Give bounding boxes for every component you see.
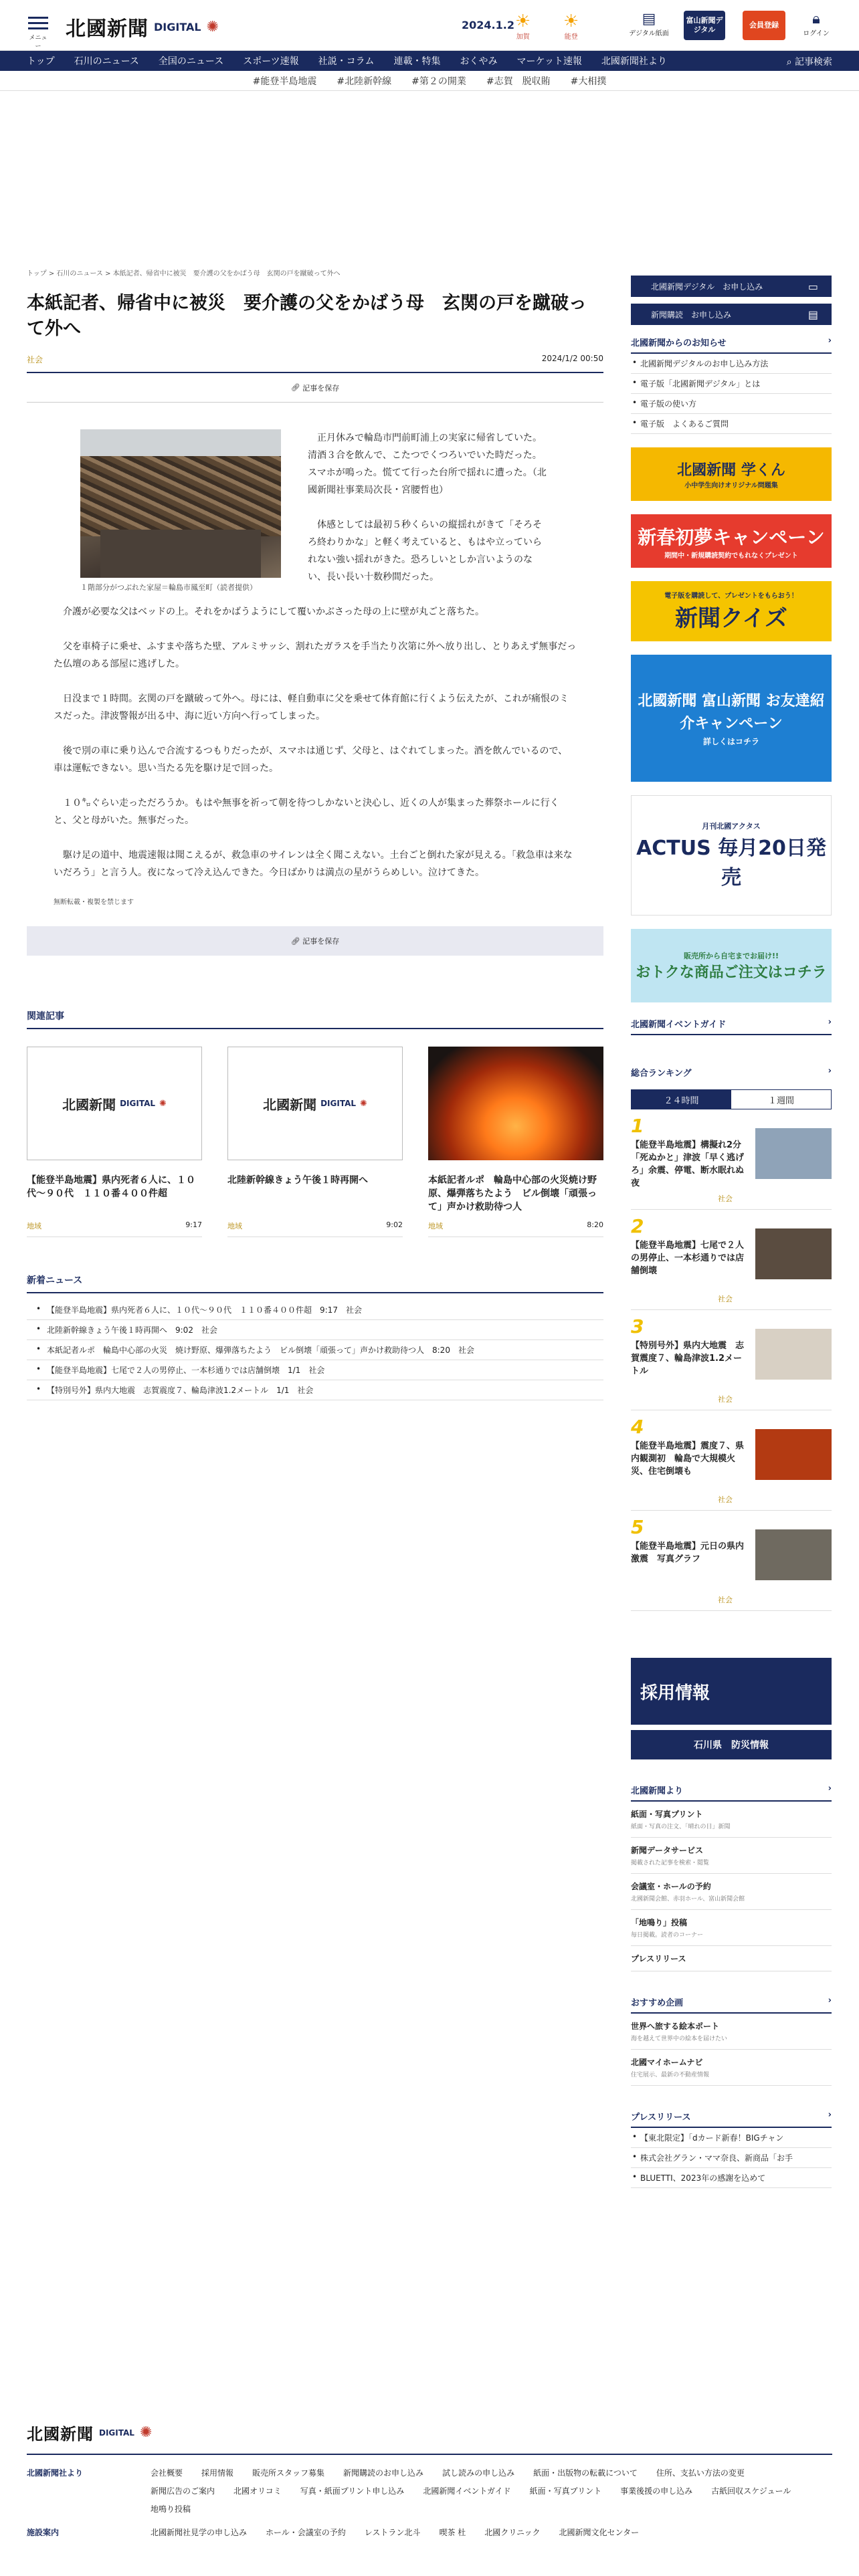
footer-link[interactable]: レストラン北斗 — [364, 2528, 421, 2537]
banner-manabu[interactable]: 北國新聞 学くん 小中学生向けオリジナル問題集 — [631, 447, 832, 501]
nav-item[interactable]: スポーツ速報 — [243, 56, 299, 67]
paragraph: 体感としては最初５秒くらいの縦揺れがきて「そろそろ終わりかな」と軽く考えていると、もはや立っていられない強い揺れがきた。恐ろしいとしか言いようのない、長い長い十数秒間だった。 — [308, 520, 542, 582]
footer-link[interactable]: 北國クリニック — [484, 2528, 541, 2537]
rank-category: 社会 — [718, 1495, 733, 1504]
related-category: 地域 — [27, 1222, 41, 1230]
paragraph: 父を車椅子に乗せ、ふすまや落ちた壁、アルミサッシ、割れたガラスを手当たり次第に外へ放り出し、とりあえず無事だった仏壇のある部屋に逃げした。 — [54, 641, 577, 669]
site-header — [0, 0, 859, 51]
newspaper-icon: ▤ — [642, 11, 656, 27]
chevron-right-icon: › — [828, 1996, 832, 2006]
fire-photo — [428, 1047, 603, 1160]
ranking-item[interactable] — [631, 1210, 832, 1310]
newspaper-icon: ▤ — [807, 308, 818, 321]
ranking-tabs — [631, 1089, 832, 1109]
tab-1week[interactable]: １週間 — [767, 1095, 794, 1106]
from-item[interactable]: 新聞データサービス 掲載された記事を検索・閲覧 — [631, 1838, 832, 1874]
rank-number: 4 — [631, 1416, 644, 1438]
nav-item[interactable]: 全国のニュース — [158, 56, 224, 67]
save-article-button-bottom[interactable] — [27, 926, 603, 956]
paragraph: 正月休みで輪島市門前町浦上の実家に帰省していた。清酒３合を飲んで、こたつでくつろいでいた時だった。スマホが鳴った。慌てて行った台所で揺れに遭った。（北國新聞社事業局次長・宮腰哲也） — [308, 433, 547, 496]
photo-caption: １階部分がつぶれた家屋＝輪島市鳳至町（読者提供） — [80, 583, 257, 592]
footer-link[interactable]: 採用情報 — [201, 2468, 234, 2478]
ranking-item[interactable] — [631, 1109, 832, 1210]
rank-number: 1 — [631, 1115, 644, 1137]
chevron-right-icon: › — [828, 336, 832, 346]
ranking-item[interactable] — [631, 1310, 832, 1410]
banner-order-goods[interactable]: 販売所から自宅までお届け!! おトクな商品ご注文はコチラ — [631, 929, 832, 1002]
article-figure — [80, 429, 281, 593]
related-category: 地域 — [227, 1222, 242, 1230]
weather-kaga[interactable] — [515, 12, 531, 41]
digital-apply-button[interactable]: 北國新聞デジタル お申し込み ▭ — [631, 276, 832, 297]
hashtag-link[interactable]: #大相撲 — [570, 76, 607, 87]
header-date: 2024.1.2 — [462, 19, 514, 31]
lock-icon: 🔒︎ — [812, 11, 820, 27]
subscribe-button[interactable]: 富山新聞デジタル — [684, 11, 725, 40]
clip-icon: 🔗︎ — [290, 383, 303, 392]
rank-title: 【能登半島地震】元日の県内激震 写真グラフ — [631, 1541, 745, 1564]
hashtag-link[interactable]: #第２の開業 — [411, 76, 466, 87]
banner-recruit[interactable]: 採用情報 — [631, 1658, 832, 1725]
from-item[interactable]: 会議室・ホールの予約 北國新聞会館、赤羽ホール、富山新聞会館 — [631, 1874, 832, 1910]
copyright-note: 無断転載・複製を禁じます — [54, 899, 134, 906]
article-meta — [27, 354, 603, 373]
logo-mark-icon: ✺ — [360, 1098, 367, 1109]
banner-actus[interactable]: 月刊北國アクタス ACTUS 毎月20日発売 — [631, 795, 832, 916]
nav-item[interactable]: トップ — [27, 56, 55, 67]
banner-friend-referral[interactable]: 北國新聞 富山新聞 お友達紹介キャンペーン 詳しくはコチラ — [631, 655, 832, 782]
banner-new-year-campaign[interactable]: 新春初夢キャンペーン 期間中・新規購読契約でもれなくプレゼント — [631, 514, 832, 568]
member-register-button[interactable]: 会員登録 — [743, 11, 785, 40]
rank-title: 【能登半島地震】七尾で２人の男停止、一本杉通りでは店舗倒壊 — [631, 1241, 745, 1276]
paragraph: 日没まで１時間。玄関の戸を蹴破って外へ。母には、軽自動車に父を乗せて体育館に行くよう伝えたが、これが痛恨のミスだった。津波警報が出る中、海に近い方向へ行ってしまった。 — [54, 693, 569, 722]
footer-link[interactable]: 新聞広告のご案内 — [151, 2486, 215, 2496]
related-time: 8:20 — [587, 1220, 603, 1229]
footer-link[interactable]: 古紙回収スケジュール — [711, 2486, 791, 2496]
digital-paper-link[interactable] — [626, 11, 672, 37]
sun-cloud-icon: ☀ — [563, 11, 579, 31]
chevron-right-icon: › — [828, 1784, 832, 1794]
chevron-right-icon: › — [828, 1017, 832, 1027]
weather-noto[interactable] — [563, 12, 579, 41]
nav-item[interactable]: マーケット速報 — [516, 56, 582, 67]
rank-category: 社会 — [718, 1194, 733, 1203]
footer-row-label: 北國新聞社より — [27, 2468, 84, 2478]
logo-kanji: 北國新聞 — [27, 2424, 94, 2444]
breadcrumb[interactable]: トップ > 石川のニュース > 本紙記者、帰省中に被災 要介護の父をかばう母 玄関の戸を蹴破って外へ — [27, 270, 341, 278]
main-nav — [0, 51, 859, 71]
logo-digital: DIGITAL — [154, 20, 201, 33]
recommend-item[interactable]: 世界へ旅する絵本ポート 海を越えて世界中の絵本を届けたい — [631, 2014, 832, 2050]
article-title: 本紙記者、帰省中に被災 要介護の父をかばう母 玄関の戸を蹴破って外へ — [27, 293, 587, 339]
subscription-apply-button[interactable]: 新聞購読 お申し込み ▤ — [631, 304, 832, 325]
digital-paper-label: デジタル紙面 — [629, 30, 669, 37]
rank-number: 5 — [631, 1516, 644, 1538]
footer-link[interactable]: 喫茶 杜 — [439, 2528, 466, 2537]
footer-link[interactable]: 住所、支払い方法の変更 — [656, 2468, 745, 2478]
device-icon: ▭ — [807, 280, 818, 293]
article-datetime: 2024/1/2 00:50 — [541, 354, 603, 363]
nav-item[interactable]: 石川のニュース — [74, 56, 139, 67]
footer-link[interactable]: 北國新聞イベントガイド — [423, 2486, 511, 2496]
paragraph: １０㌔ぐらい走っただろうか。もはや無事を祈って朝を待つしかないと決心し、近くの人が集まった葬祭ホールに行くと、父と母がいた。無事だった。 — [54, 798, 559, 826]
nav-item[interactable]: 社説・コラム — [318, 56, 375, 67]
hashtag-link[interactable]: #志賀 脱収賄 — [486, 76, 551, 87]
hashtag-link[interactable]: #北陸新幹線 — [337, 76, 392, 87]
paragraph: 介護が必要な父はベッドの上。それをかばうようにして覆いかぶさった母の上に壁が丸ごと落ちた。 — [63, 607, 484, 617]
related-title: 【能登半島地震】県内死者６人に、１０代〜９０代 １１０番４００件超 — [27, 1175, 195, 1199]
footer-link[interactable]: 新聞購読のお申し込み — [343, 2468, 424, 2478]
press-item[interactable]: • BLUETTI、2023年の感謝を込めて — [631, 2168, 832, 2188]
hashtag-link[interactable]: #能登半島地震 — [252, 76, 317, 87]
banner-disaster-info[interactable]: 石川県 防災情報 — [631, 1730, 832, 1759]
notice-item[interactable]: • 電子版 よくあるご質問 — [631, 414, 832, 434]
news-item[interactable]: • 【能登半島地震】県内死者６人に、１０代〜９０代 １１０番４００件超 9:17 社会 — [27, 1300, 603, 1320]
login-label: ログイン — [803, 30, 830, 37]
save-label: 記事を保存 — [302, 937, 340, 946]
rank-title: 【能登半島地震】震度７、県内観測初 輪島で大規模火災、住宅倒壊も — [631, 1441, 745, 1477]
banner-newspaper-quiz[interactable]: 電子版を購読して、プレゼントをもらおう！ 新聞クイズ — [631, 581, 832, 641]
chevron-right-icon: › — [828, 2110, 832, 2120]
article-column — [27, 267, 603, 1400]
footer-link[interactable]: 北國新聞社見学の申し込み — [151, 2528, 248, 2537]
footer-row-label: 施設案内 — [27, 2528, 60, 2537]
rank-title: 【能登半島地震】構擬れ2分「死ぬかと」津波「早く逃げろ」余震、停電、断水眠れぬ夜 — [631, 1140, 745, 1188]
paragraph: 後で別の車に乗り込んで合流するつもりだったが、スマホは通じず、父母と、はぐれてしまった。酒を飲んでいるので、車は運転できない。思い当たる先を駆け足で回った。 — [54, 746, 568, 774]
news-item[interactable]: • 本紙記者ルポ 輪島中心部の火災 焼け野原、爆弾落ちたよう ビル倒壊「頑張って」声かけ救助待つ人 8:20 社会 — [27, 1340, 603, 1360]
recommend-heading[interactable]: おすすめ企画 › — [631, 1992, 832, 2014]
search-label: 記事検索 — [795, 57, 832, 68]
related-time: 9:02 — [386, 1220, 403, 1229]
footer-link[interactable]: 北國オリコミ — [233, 2486, 282, 2496]
sidebar — [631, 276, 832, 2188]
weather-label: 能登 — [564, 33, 578, 41]
footer-logo[interactable] — [27, 2421, 832, 2444]
latest-news-section — [27, 1273, 603, 1400]
related-category: 地域 — [428, 1222, 443, 1230]
news-item[interactable]: • 【能登半島地震】七尾で２人の男停止、一本杉通りでは店舗倒壊 1/1 社会 — [27, 1360, 603, 1380]
notice-heading[interactable]: 北國新聞からのお知らせ › — [631, 332, 832, 354]
rank-number: 3 — [631, 1315, 644, 1337]
logo-mark-icon: ✺ — [159, 1098, 167, 1109]
related-title: 北陸新幹線きょう午後１時再開へ — [227, 1175, 368, 1186]
news-item[interactable]: • 【特別号外】県内大地震 志賀震度７、輪島津波1.2メートル 1/1 社会 — [27, 1380, 603, 1400]
footer-row — [27, 2467, 832, 2514]
rank-thumbnail — [755, 1529, 832, 1580]
tab-24h[interactable]: ２４時間 — [632, 1090, 731, 1109]
recommend-item[interactable]: 北國マイホームナビ 住宅展示、最新の不動産情報 — [631, 2050, 832, 2086]
collapsed-house-photo[interactable] — [80, 429, 281, 578]
rank-thumbnail — [755, 1429, 832, 1480]
rank-category: 社会 — [718, 1395, 733, 1404]
ranking-list — [631, 1109, 832, 1611]
rank-number: 2 — [631, 1215, 644, 1237]
footer-link[interactable]: ホール・会議室の予約 — [266, 2528, 346, 2537]
logo-kanji: 北國新聞 — [66, 17, 149, 41]
footer-link[interactable]: 紙面・写真プリント — [529, 2486, 602, 2496]
nav-item[interactable]: 北國新聞社より — [601, 56, 667, 67]
footer-link[interactable]: 販売所スタッフ募集 — [252, 2468, 325, 2478]
rank-category: 社会 — [718, 1295, 733, 1303]
sun-cloud-icon: ☀ — [515, 11, 531, 31]
nav-item[interactable]: おくやみ — [460, 56, 498, 67]
category-link[interactable]: 社会 — [27, 355, 43, 364]
notice-item[interactable]: • 電子版の使い方 — [631, 394, 832, 414]
from-item[interactable]: 「地鳴り」投稿 毎日掲載。読者のコーナー — [631, 1910, 832, 1946]
hashtag-bar — [0, 71, 859, 91]
related-heading: 関連記事 — [27, 1009, 603, 1029]
site-logo[interactable] — [66, 12, 219, 41]
related-title: 本紙記者ルポ 輪島中心部の火災焼け野原、爆弾落ちたよう ビル倒壊「頑張って」声かけ救助待つ人 — [428, 1175, 597, 1212]
footer-link[interactable]: 事業後援の申し込み — [620, 2486, 693, 2496]
ranking-heading[interactable]: 総合ランキング › — [631, 1066, 832, 1079]
rank-title: 【特別号外】県内大地震 志賀震度７、輪島津波1.2メートル — [631, 1341, 745, 1376]
footer-link[interactable]: 会社概要 — [151, 2468, 183, 2478]
logo-digital: DIGITAL — [99, 2428, 134, 2438]
rank-category: 社会 — [718, 1596, 733, 1604]
related-thumbnail: 北國新聞 DIGITAL ✺ — [227, 1047, 403, 1160]
related-card[interactable] — [428, 1047, 603, 1237]
related-section — [27, 1009, 603, 1237]
article-body — [27, 403, 603, 906]
latest-heading: 新着ニュース — [27, 1273, 603, 1293]
related-time: 9:17 — [185, 1220, 202, 1229]
weather-label: 加賀 — [516, 33, 530, 41]
footer-row — [27, 2527, 832, 2538]
from-item[interactable]: プレスリリース — [631, 1946, 832, 1971]
save-article-button[interactable] — [27, 373, 603, 403]
nav-item[interactable]: 連載・特集 — [393, 56, 441, 67]
logo-mark-icon: ✺ — [139, 2424, 153, 2441]
related-card[interactable] — [227, 1047, 403, 1237]
site-footer — [27, 2421, 832, 2538]
menu-button[interactable] — [27, 13, 50, 50]
hamburger-icon — [27, 17, 50, 29]
rank-thumbnail — [755, 1128, 832, 1179]
related-card[interactable] — [27, 1047, 202, 1237]
footer-link[interactable]: 試し読みの申し込み — [442, 2468, 515, 2478]
news-item[interactable]: • 北陸新幹線きょう午後１時再開へ 9:02 社会 — [27, 1320, 603, 1340]
press-item[interactable]: • 株式会社グラン・ママ奈良、新商品「お手 — [631, 2148, 832, 2168]
press-heading[interactable]: プレスリリース › — [631, 2106, 832, 2128]
event-guide-heading[interactable]: 北國新聞イベントガイド › — [631, 1013, 832, 1035]
from-heading[interactable]: 北國新聞より › — [631, 1780, 832, 1802]
footer-link[interactable]: 紙面・出版物の転載について — [533, 2468, 638, 2478]
rank-thumbnail — [755, 1329, 832, 1380]
notice-item[interactable]: • 電子版「北國新聞デジタル」とは — [631, 374, 832, 394]
ranking-item[interactable] — [631, 1511, 832, 1611]
save-label: 記事を保存 — [302, 383, 340, 393]
notice-item[interactable]: • 北國新聞デジタルのお申し込み方法 — [631, 354, 832, 374]
clip-icon: 🔗︎ — [290, 936, 303, 946]
press-item[interactable]: • 【東北限定】「dカード新春！BIGチャン — [631, 2128, 832, 2148]
footer-link[interactable]: 写真・紙面プリント申し込み — [300, 2486, 405, 2496]
search-icon: ⌕ — [786, 57, 795, 68]
logo-mark-icon: ✺ — [206, 18, 219, 35]
from-item[interactable]: 紙面・写真プリント 紙面・写真の注文、「晴れの日」新聞 — [631, 1802, 832, 1838]
related-thumbnail: 北國新聞 DIGITAL ✺ — [27, 1047, 202, 1160]
login-button[interactable] — [796, 11, 836, 37]
footer-link[interactable]: 地鳴り投稿 — [151, 2504, 191, 2514]
article-paragraphs — [27, 603, 603, 881]
ranking-item[interactable] — [631, 1410, 832, 1511]
article-search-link[interactable] — [787, 55, 832, 68]
menu-label: メニュー — [29, 35, 47, 50]
paragraph: 駆け足の道中、地震速報は聞こえるが、救急車のサイレンは全く聞こえない。土台ごと倒れた家が見える。「救急車は来ないだろう」と言う人。夜になって冷え込んできた。今日ばかりは満点の星がうらめしい。泣けてきた。 — [54, 850, 573, 878]
chevron-right-icon: › — [828, 1066, 832, 1076]
footer-link[interactable]: 北國新聞文化センター — [559, 2528, 640, 2537]
rank-thumbnail — [755, 1228, 832, 1279]
